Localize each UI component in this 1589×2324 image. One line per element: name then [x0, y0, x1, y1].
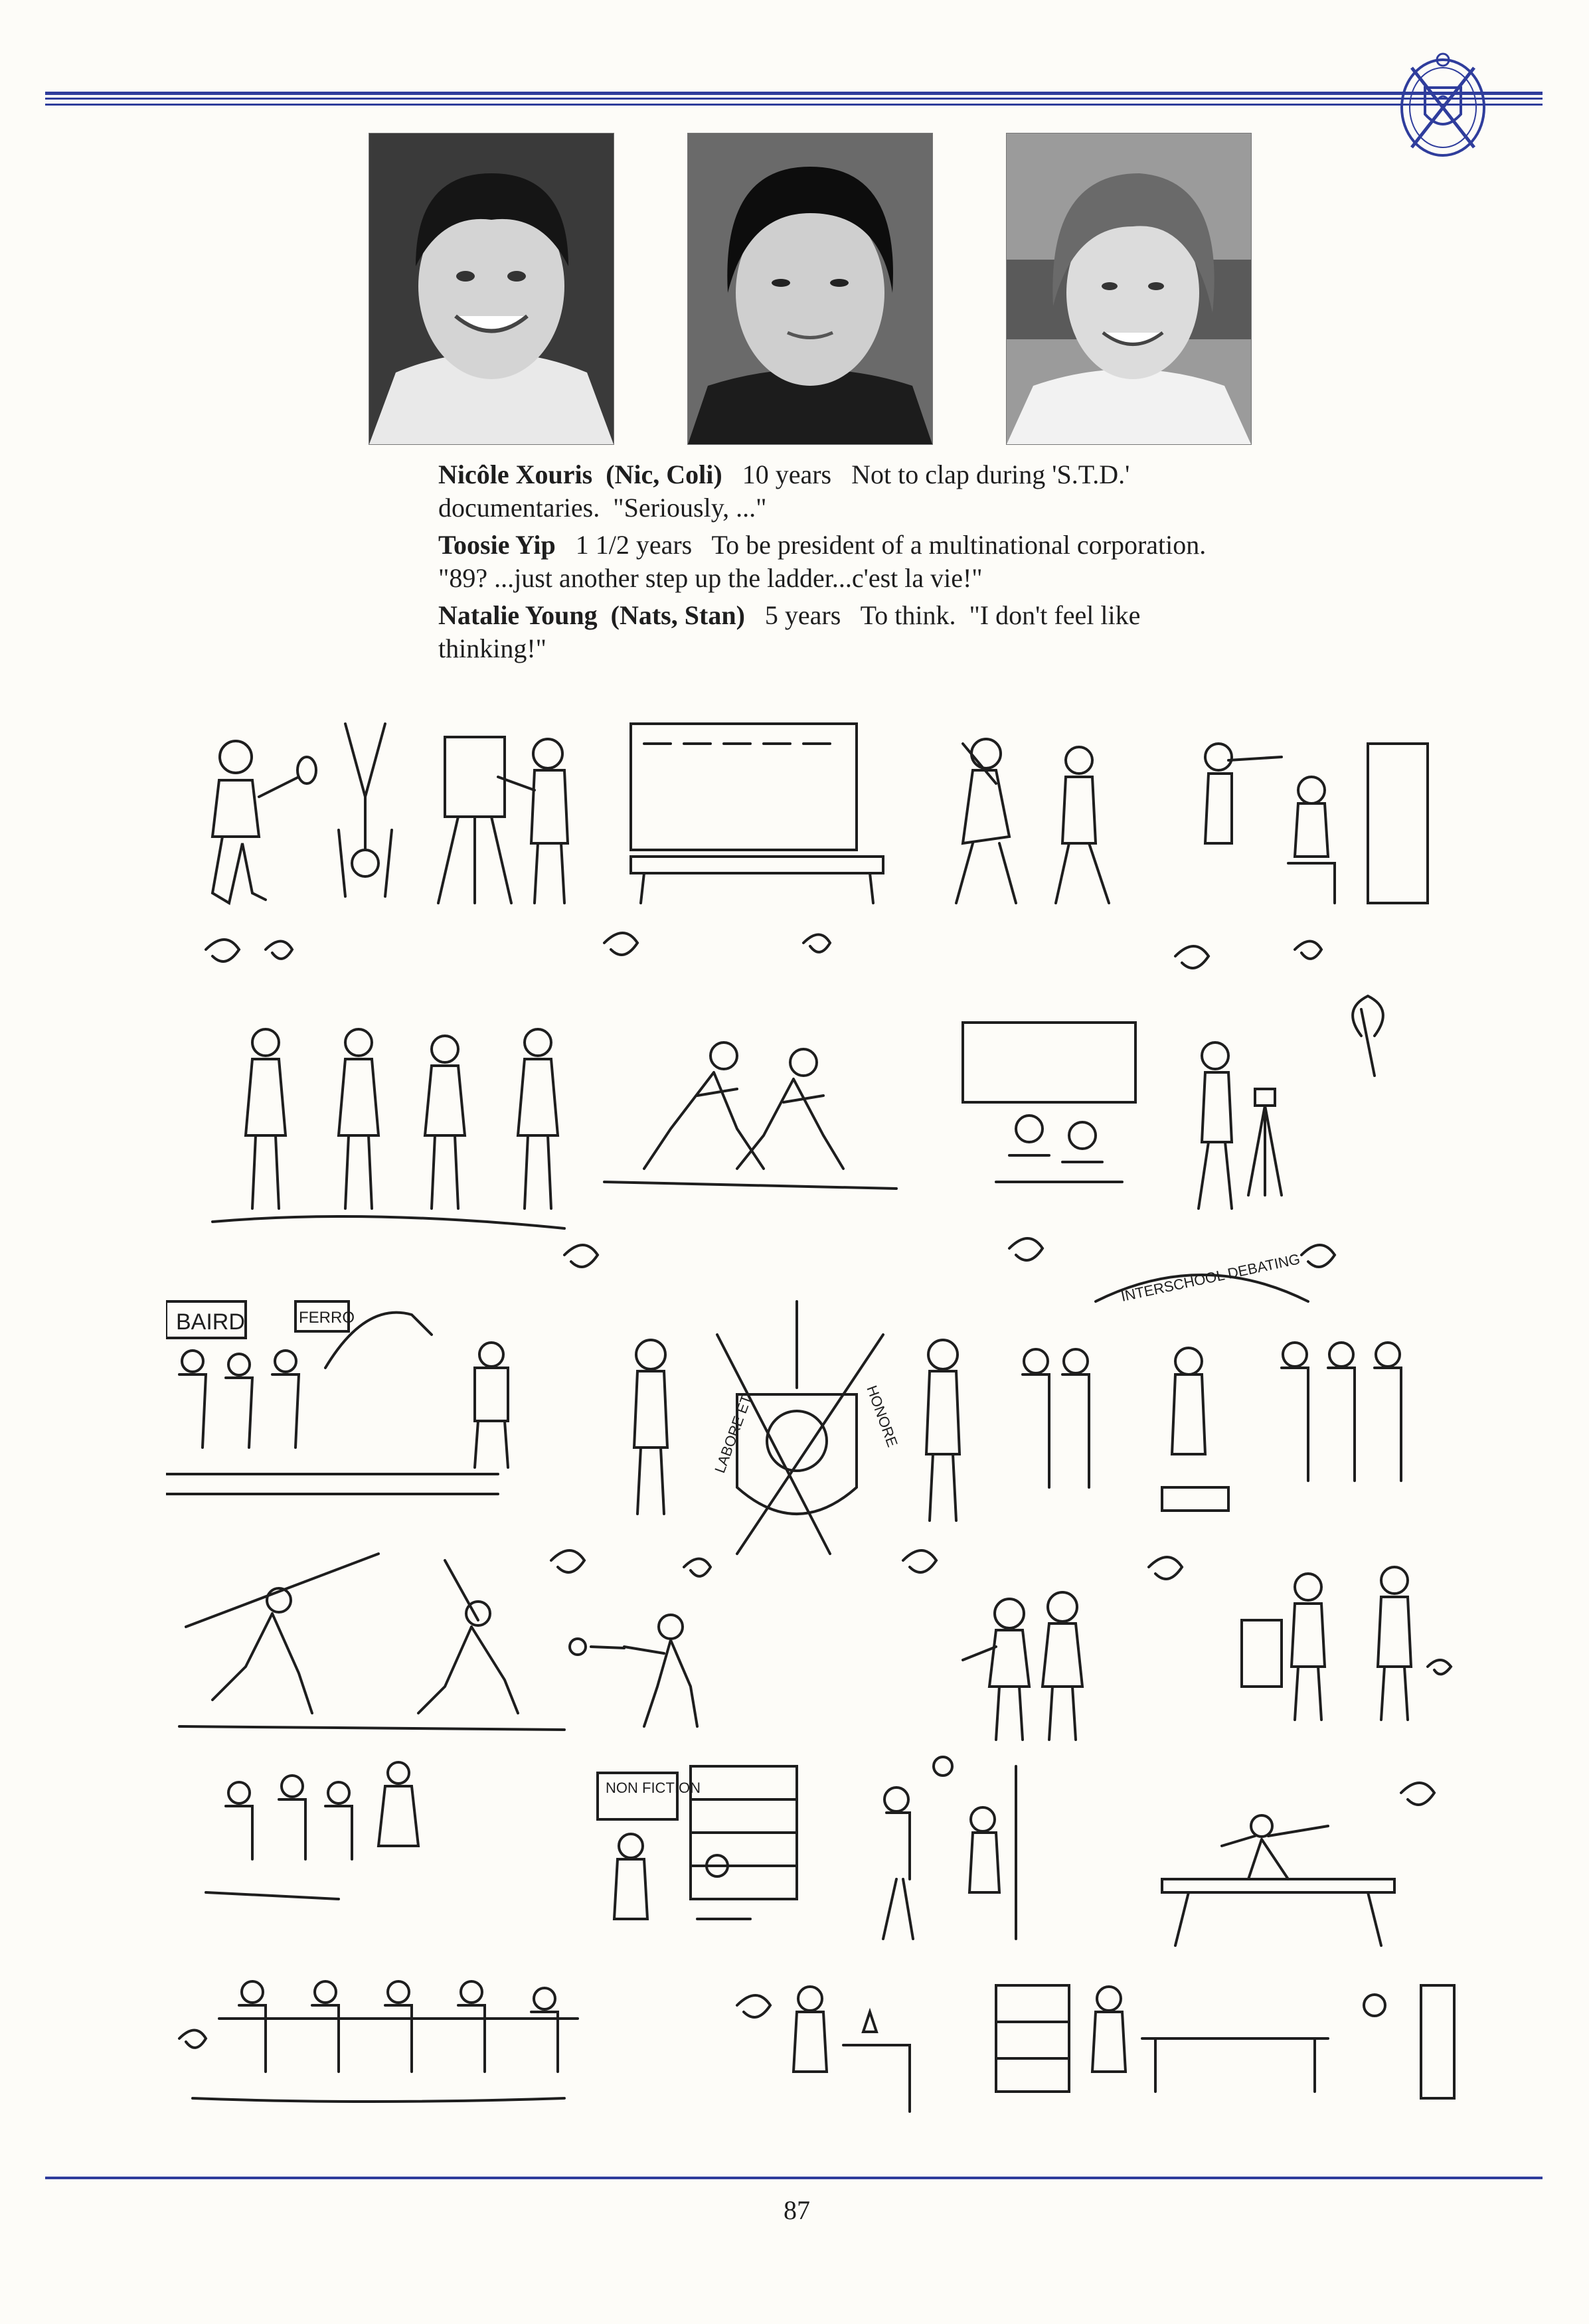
student-nickname: (Nic, Coli) [606, 459, 722, 489]
cartoon-sketch-collage [166, 704, 1461, 2178]
caption-young [438, 599, 1222, 665]
throwing-player-sketch [570, 1615, 697, 1726]
crest-motto-left: LABORE ET [711, 1392, 755, 1475]
bottom-rule [45, 2177, 1543, 2179]
relay-runners-sketch [604, 1042, 896, 1189]
student-ambition: Not to clap during 'S.T.D.' documentaries. [438, 459, 1130, 523]
classroom-blackboard-sketch [963, 1023, 1135, 1182]
debating-arch-sketch [1023, 1250, 1401, 1511]
caption-yip [438, 529, 1222, 595]
top-rule [45, 92, 1543, 100]
javelin-batter-sketch [179, 1554, 564, 1730]
portrait-photo-young [1006, 133, 1252, 445]
flute-piano-sketch [1205, 744, 1428, 903]
student-years: 10 years [742, 459, 832, 489]
school-crest-sketch [634, 1301, 960, 1554]
camera-tripod-sketch [1199, 996, 1383, 1208]
picnic-group-sketch [206, 1762, 418, 1899]
library-sketch [598, 1766, 797, 1919]
shelf-sign: NON FICTION [606, 1780, 701, 1796]
kitchen-sketch [996, 1985, 1454, 2098]
banner-ferro: FERRO [299, 1309, 355, 1327]
chemistry-sketch [794, 1987, 910, 2112]
portrait-photo-xouris [369, 133, 614, 445]
cooking-sketch [1242, 1567, 1411, 1720]
student-name: Toosie Yip [438, 530, 556, 560]
arch-label: INTERSCHOOL DEBATING [1119, 1250, 1302, 1305]
banner-holders-sketch [166, 1301, 508, 1494]
choir-group-sketch [631, 724, 883, 903]
student-name: Nicôle Xouris [438, 459, 593, 489]
caption-xouris [438, 458, 1222, 525]
student-captions [438, 458, 1222, 669]
ball-players-sketch [883, 1757, 1016, 1939]
school-crest-icon [1393, 48, 1493, 161]
portrait-photo-yip [687, 133, 933, 445]
student-quote: "89? ...just another step up the ladder...c'est la vie!" [438, 563, 983, 593]
student-quote: "I don't feel like thinking!" [438, 600, 1141, 663]
top-rule-thin [45, 104, 1543, 106]
couple-sketch [963, 1592, 1082, 1740]
student-ambition: To think. [860, 600, 956, 630]
dancing-line-sketch [193, 1981, 578, 2102]
student-ambition: To be president of a multinational corporation. [711, 530, 1207, 560]
bagpipers-sketch [212, 1029, 564, 1228]
student-quote: "Seriously, ..." [613, 493, 767, 523]
student-nickname: (Nats, Stan) [610, 600, 745, 630]
balance-beam-sketch [1162, 1815, 1394, 1946]
banner-baird: BAIRD [176, 1309, 245, 1335]
crest-motto-right: HONORE [863, 1383, 901, 1450]
student-years: 5 years [764, 600, 841, 630]
dancers-sketch [956, 739, 1109, 903]
student-name: Natalie Young [438, 600, 598, 630]
painter-easel-sketch [438, 737, 568, 903]
student-years: 1 1/2 years [575, 530, 693, 560]
page-number: 87 [784, 2195, 810, 2225]
handstand-sketch [339, 724, 392, 896]
tennis-player-sketch [212, 741, 316, 903]
